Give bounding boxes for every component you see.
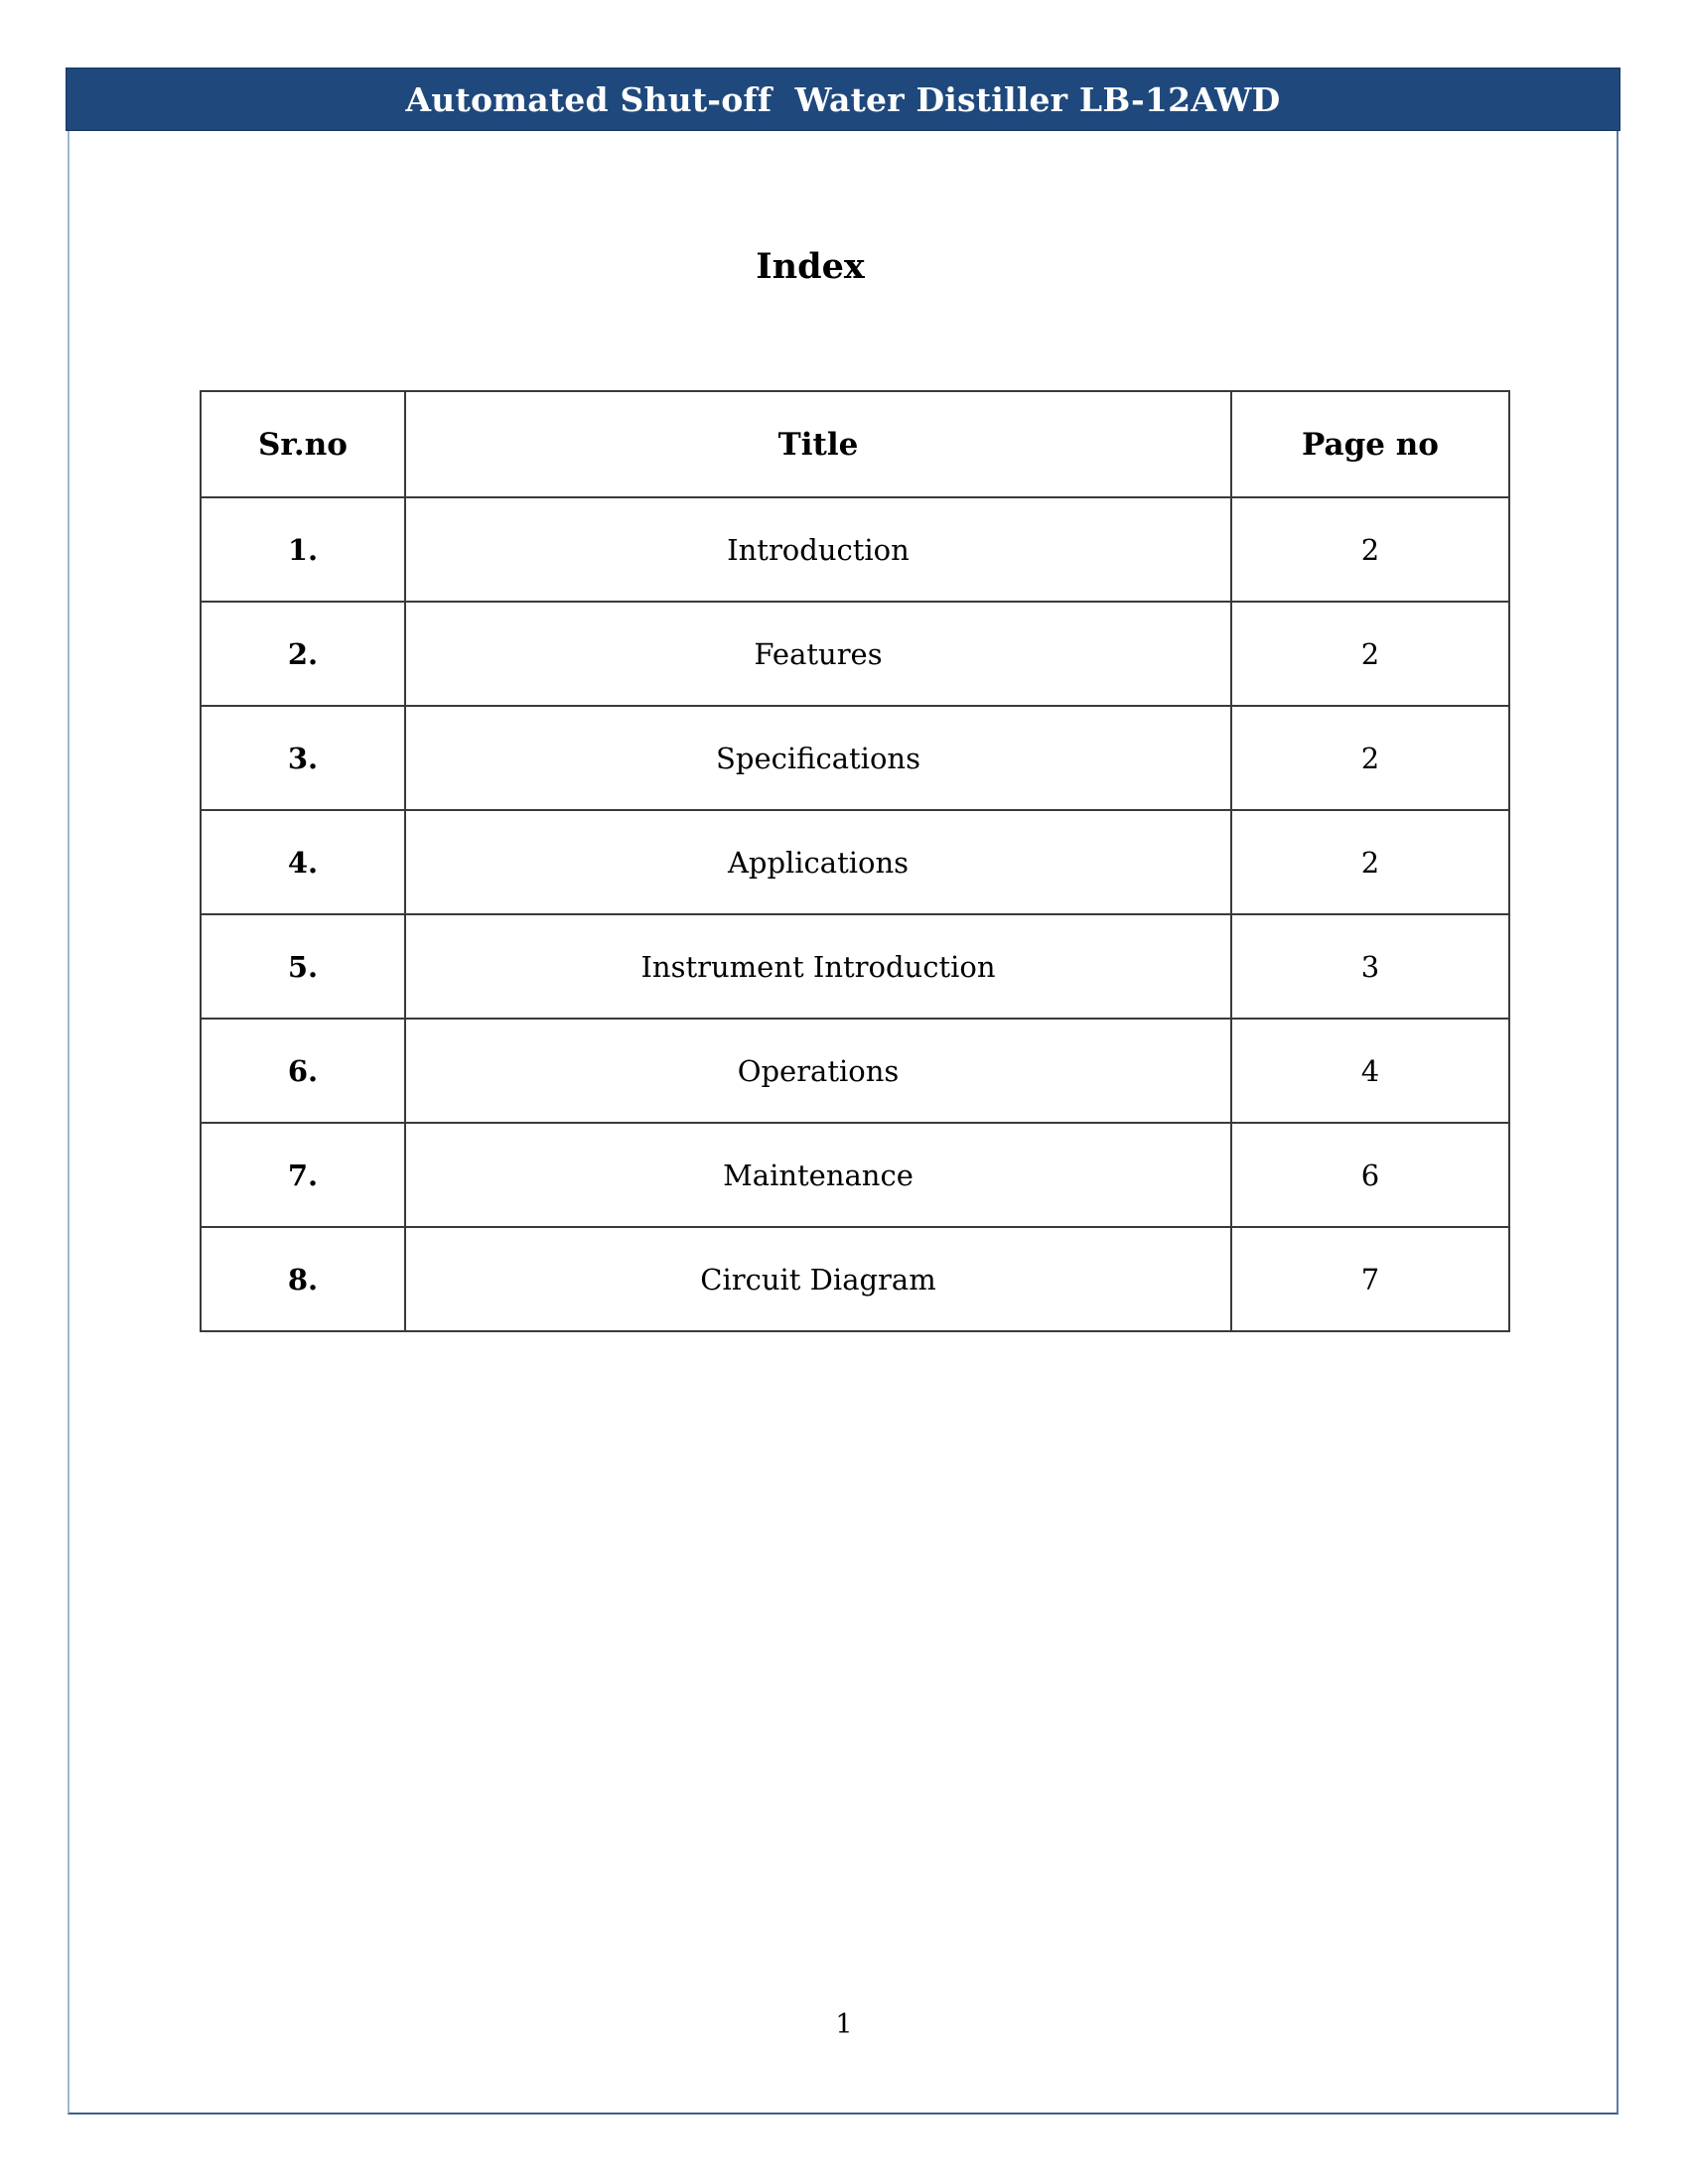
row-sr-no: 5.: [201, 914, 405, 1019]
row-page-no: 2: [1231, 706, 1509, 810]
column-header-title: Title: [405, 391, 1231, 497]
row-sr-no: 7.: [201, 1123, 405, 1227]
row-title: Maintenance: [405, 1123, 1231, 1227]
column-header-page-no: Page no: [1231, 391, 1509, 497]
column-header-sr-no: Sr.no: [201, 391, 405, 497]
table-row: [201, 497, 1509, 602]
index-heading: Index: [756, 246, 865, 287]
row-sr-no: 4.: [201, 810, 405, 914]
row-page-no: 2: [1231, 810, 1509, 914]
document-header-bar: [66, 68, 1620, 131]
index-table: [200, 390, 1510, 1332]
row-sr-no: 8.: [201, 1227, 405, 1331]
row-sr-no: 6.: [201, 1019, 405, 1123]
table-row: [201, 1123, 1509, 1227]
row-title: Applications: [405, 810, 1231, 914]
row-title: Circuit Diagram: [405, 1227, 1231, 1331]
row-title: Introduction: [405, 497, 1231, 602]
document-title: Automated Shut-off Water Distiller LB-12AWD: [405, 79, 1281, 119]
row-sr-no: 1.: [201, 497, 405, 602]
row-title: Instrument Introduction: [405, 914, 1231, 1019]
row-page-no: 7: [1231, 1227, 1509, 1331]
table-row: [201, 706, 1509, 810]
table-row: [201, 602, 1509, 706]
table-row: [201, 914, 1509, 1019]
row-page-no: 3: [1231, 914, 1509, 1019]
row-page-no: 2: [1231, 497, 1509, 602]
row-sr-no: 3.: [201, 706, 405, 810]
table-row: [201, 1227, 1509, 1331]
row-title: Features: [405, 602, 1231, 706]
table-row: [201, 810, 1509, 914]
row-page-no: 4: [1231, 1019, 1509, 1123]
page-number: 1: [835, 2009, 853, 2040]
row-title: Operations: [405, 1019, 1231, 1123]
row-sr-no: 2.: [201, 602, 405, 706]
row-page-no: 2: [1231, 602, 1509, 706]
table-header-row: [201, 391, 1509, 497]
row-title: Specifications: [405, 706, 1231, 810]
row-page-no: 6: [1231, 1123, 1509, 1227]
table-row: [201, 1019, 1509, 1123]
